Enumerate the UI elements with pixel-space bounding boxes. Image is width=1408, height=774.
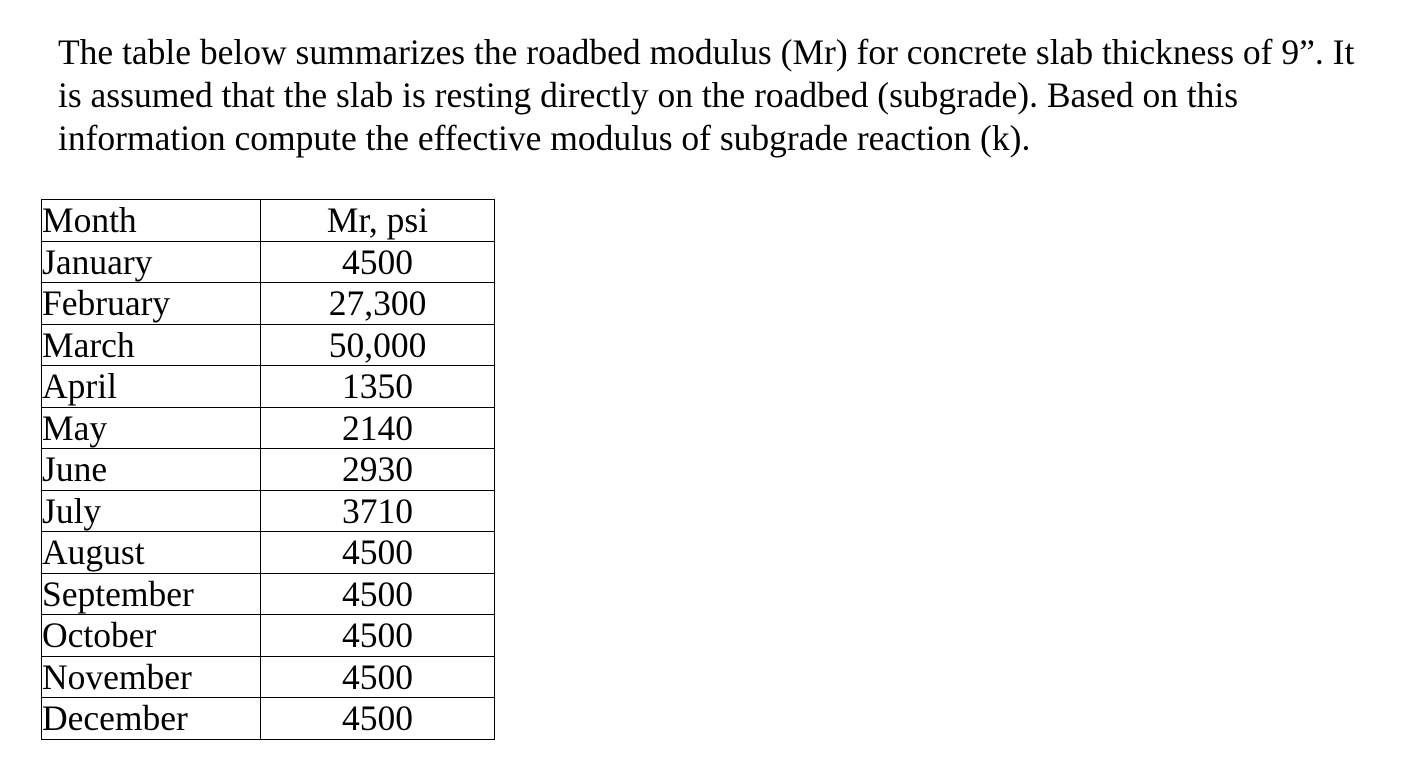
table-row (42, 241, 495, 283)
table-row (42, 490, 495, 532)
month-cell: January (42, 241, 261, 283)
table-row (42, 573, 495, 615)
month-cell: February (42, 283, 261, 325)
mr-value-cell: 3710 (261, 490, 495, 532)
table-row (42, 656, 495, 698)
mr-value-cell: 27,300 (261, 283, 495, 325)
mr-value-cell: 2140 (261, 407, 495, 449)
mr-value-cell: 2930 (261, 449, 495, 491)
mr-value-cell: 4500 (261, 532, 495, 574)
month-cell: November (42, 656, 261, 698)
table-row (42, 532, 495, 574)
mr-value-cell: 4500 (261, 656, 495, 698)
table-row (42, 615, 495, 657)
month-column-header: Month (42, 200, 261, 242)
table-row (42, 283, 495, 325)
month-cell: April (42, 366, 261, 408)
month-cell: March (42, 324, 261, 366)
table-row (42, 366, 495, 408)
month-cell: July (42, 490, 261, 532)
mr-value-cell: 50,000 (261, 324, 495, 366)
mr-column-header: Mr, psi (261, 200, 495, 242)
month-cell: December (42, 698, 261, 740)
month-cell: September (42, 573, 261, 615)
month-cell: May (42, 407, 261, 449)
mr-value-cell: 4500 (261, 573, 495, 615)
problem-statement-line: is assumed that the slab is resting directly on the roadbed (subgrade). Based on this (58, 75, 1239, 115)
mr-value-cell: 1350 (261, 366, 495, 408)
problem-statement (58, 31, 1403, 160)
table-row (42, 407, 495, 449)
problem-statement-line: The table below summarizes the roadbed modulus (Mr) for concrete slab thickness of 9”. It (58, 32, 1355, 72)
month-cell: August (42, 532, 261, 574)
month-cell: June (42, 449, 261, 491)
mr-value-cell: 4500 (261, 615, 495, 657)
mr-value-cell: 4500 (261, 241, 495, 283)
roadbed-modulus-table (41, 199, 495, 740)
table-row (42, 324, 495, 366)
month-cell: October (42, 615, 261, 657)
table-row (42, 449, 495, 491)
mr-value-cell: 4500 (261, 698, 495, 740)
table-row (42, 698, 495, 740)
problem-statement-line: information compute the effective modulus of subgrade reaction (k). (58, 118, 1031, 158)
table-header-row (42, 200, 495, 242)
